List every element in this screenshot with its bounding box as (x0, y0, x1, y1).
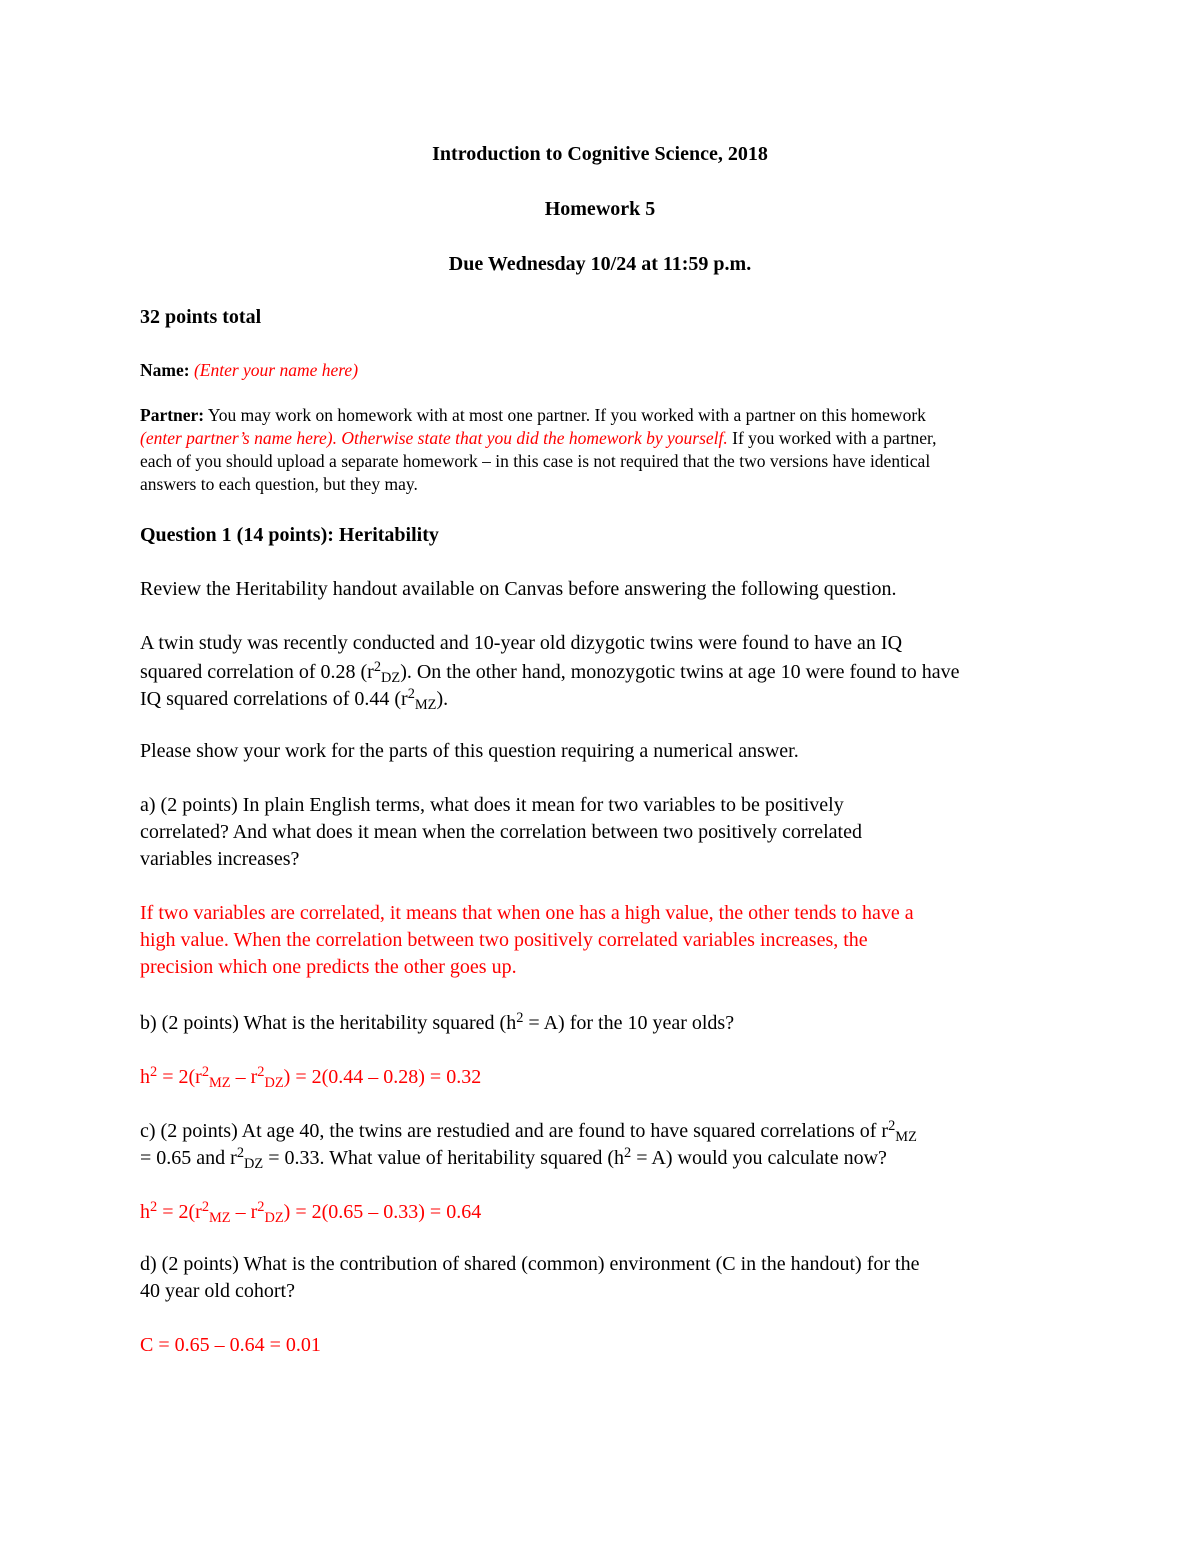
part-a-line-2: correlated? And what does it mean when the correlation between two positively correlated (140, 821, 862, 843)
name-label: Name: (140, 360, 190, 380)
twin-line-2 (140, 659, 960, 687)
twin-line-2-a: squared correlation of 0.28 (r (140, 661, 374, 684)
part-d-line-2: 40 year old cohort? (140, 1280, 295, 1302)
part-c-ans-d: ) = 2(0.65 – 0.33) = 0.64 (283, 1201, 482, 1224)
twin-line-2-b: ). On the other hand, monozygotic twins at age 10 were found to have (400, 661, 960, 684)
name-input[interactable]: (Enter your name here) (193, 360, 359, 380)
squared-sup: 2 (373, 659, 382, 675)
name-line (140, 360, 358, 381)
part-c-ans-c: – r (230, 1201, 258, 1224)
part-a-answer-1: If two variables are correlated, it means that when one has a high value, the other tends to have a (140, 902, 914, 924)
part-c-line-2-b: = 0.33. What value of heritability squared (h (263, 1147, 625, 1170)
squared-sup: 2 (201, 1064, 210, 1080)
part-a-answer-3: precision which one predicts the other goes up. (140, 956, 517, 978)
part-d-answer: C = 0.65 – 0.64 = 0.01 (140, 1334, 321, 1356)
squared-sup: 2 (888, 1118, 896, 1134)
squared-sup: 2 (150, 1064, 158, 1080)
mz-sub: MZ (209, 1210, 231, 1227)
twin-line-3-b: ). (436, 688, 449, 711)
mz-sub: MZ (895, 1129, 917, 1146)
partner-line-3: each of you should upload a separate homework – in this case is not required that the two versions have identical (140, 451, 931, 471)
dz-sub: DZ (244, 1156, 264, 1173)
partner-input[interactable]: (enter partner’s name here). Otherwise state that you did the homework by yourself. (140, 428, 728, 448)
points-total: 32 points total (140, 306, 262, 328)
part-b-q-b: = A) for the 10 year olds? (523, 1012, 735, 1035)
part-a-line-3: variables increases? (140, 848, 300, 870)
squared-sup: 2 (150, 1199, 158, 1215)
part-b-question (140, 1010, 734, 1035)
partner-line-4: answers to each question, but they may. (140, 474, 418, 494)
squared-sup: 2 (257, 1064, 265, 1080)
dz-sub: DZ (264, 1075, 284, 1092)
part-b-ans-d: ) = 2(0.44 – 0.28) = 0.32 (283, 1066, 482, 1089)
squared-sup: 2 (624, 1145, 632, 1161)
squared-sup: 2 (201, 1199, 210, 1215)
due-date: Due Wednesday 10/24 at 11:59 p.m. (448, 253, 752, 275)
course-title: Introduction to Cognitive Science, 2018 (432, 143, 768, 165)
show-work-text: Please show your work for the parts of this question requiring a numerical answer. (140, 740, 799, 762)
squared-sup: 2 (516, 1010, 524, 1026)
partner-text-2: If you worked with a partner, (727, 428, 937, 448)
partner-text-1: You may work on homework with at most one partner. If you worked with a partner on this homework (204, 405, 926, 425)
part-c-ans-a: h (140, 1201, 150, 1224)
twin-line-1: A twin study was recently conducted and 10-year old dizygotic twins were found to have an IQ (140, 632, 903, 654)
partner-label: Partner: (140, 405, 205, 425)
squared-sup: 2 (257, 1199, 265, 1215)
part-c-line-2 (140, 1145, 887, 1173)
part-b-q-a: b) (2 points) What is the heritability squared (h (140, 1012, 517, 1035)
partner-line-1 (140, 405, 926, 426)
twin-line-3 (140, 686, 448, 714)
squared-sup: 2 (407, 686, 415, 702)
partner-line-2 (140, 428, 937, 449)
part-c-answer (140, 1199, 481, 1227)
part-d-line-1: d) (2 points) What is the contribution of shared (common) environment (C in the handout) for the (140, 1253, 920, 1275)
part-c-ans-b: = 2(r (157, 1201, 202, 1224)
part-c-line-1-a: c) (2 points) At age 40, the twins are restudied and are found to have squared correlations of r (140, 1120, 889, 1143)
part-c-line-1 (140, 1118, 917, 1146)
twin-line-3-a: IQ squared correlations of 0.44 (r (140, 688, 408, 711)
dz-sub: DZ (264, 1210, 284, 1227)
part-a-answer-2: high value. When the correlation between two positively correlated variables increases, the (140, 929, 868, 951)
part-b-answer (140, 1064, 481, 1092)
part-b-ans-c: – r (230, 1066, 258, 1089)
mz-sub: MZ (414, 697, 437, 714)
homework-title: Homework 5 (544, 198, 656, 220)
question-1-heading: Question 1 (14 points): Heritability (140, 524, 439, 546)
part-c-line-2-a: = 0.65 and r (140, 1147, 237, 1170)
part-a-line-1: a) (2 points) In plain English terms, what does it mean for two variables to be positively (140, 794, 844, 816)
mz-sub: MZ (209, 1075, 231, 1092)
squared-sup: 2 (236, 1145, 245, 1161)
review-text: Review the Heritability handout available on Canvas before answering the following question. (140, 578, 897, 600)
part-c-line-2-c: = A) would you calculate now? (631, 1147, 887, 1170)
dz-sub: DZ (381, 670, 401, 687)
part-b-ans-a: h (140, 1066, 150, 1089)
part-b-ans-b: = 2(r (157, 1066, 202, 1089)
